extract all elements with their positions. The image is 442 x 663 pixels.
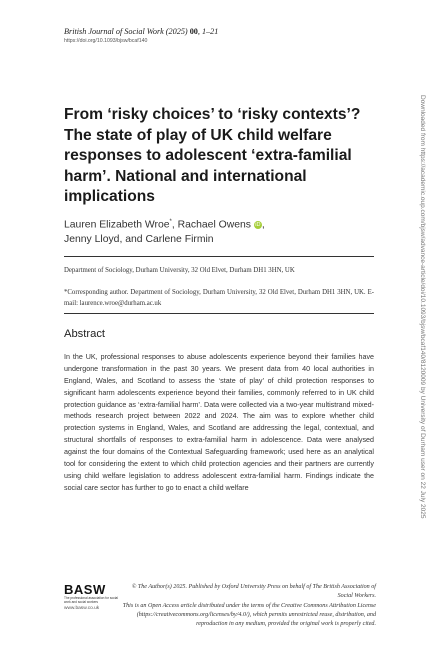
basw-url[interactable]: www.basw.co.uk	[64, 606, 100, 611]
journal-name: British Journal of Social Work (2025)	[64, 27, 188, 36]
copyright-line: © The Author(s) 2025. Published by Oxford University Press on behalf of The British Association of Social Workers.	[131, 584, 376, 600]
author-comma: ,	[261, 219, 265, 231]
copyright-notice	[120, 583, 376, 629]
basw-logo-word: BASW	[64, 582, 106, 597]
affiliation: Department of Sociology, Durham University, 32 Old Elvet, Durham DH1 3HN, UK	[64, 267, 295, 274]
doi-link[interactable]: https://doi.org/10.1093/bjsw/bcaf140	[64, 38, 148, 44]
author-list	[64, 215, 364, 247]
author-names-line1[interactable]: Lauren Elizabeth Wroe	[64, 219, 170, 231]
divider-middle	[64, 313, 374, 314]
author-names-line2[interactable]: Jenny Lloyd, and Carlene Firmin	[64, 234, 214, 246]
divider-top	[64, 256, 374, 257]
corresponding-author: *Corresponding author. Department of Sociology, Durham University, 32 Old Elvet, Durham DH1 3HN, UK. E-mail: laurence.wroe@durham.ac.uk	[64, 289, 374, 307]
journal-pages: , 1–21	[197, 27, 219, 36]
journal-header	[64, 27, 218, 37]
abstract-heading: Abstract	[64, 328, 106, 340]
basw-logo-subtitle: The professional association for social work and social workers	[64, 596, 119, 604]
basw-logo	[64, 583, 124, 611]
license-text[interactable]: This is an Open Access article distributed under the terms of the Creative Commons Attribution License (https://creativecommons.org/licenses/by/4.0/), which permits unrestricted reuse, distribution, and reproduction in any medium, provided the original work is properly cited.	[122, 602, 376, 628]
article-title: From ‘risky choices’ to ‘risky contexts’? The state of play of UK child welfare responses to adolescent ‘extra-familial harm’. National and international implications	[64, 106, 361, 206]
abstract-text: In the UK, professional responses to abuse adolescents experience beyond their families have undergone transformation in the past 30 years. We present data from 40 local authorities in England, Wales, and Scotland to assess the ‘state of play’ of child protection responses to significant harm adolescents experience beyond their families, commonly referred to in UK child protection guidance as ‘extra-familial harm’. Data were collected via a two-year multistrand mixed-methods research project between 2022 and 2024. The aim was to explore whether child protection systems in England, Wales, and Scotland are addressing the legal, contextual, and structural shortfalls of responses to extra-familial harm in adolescence. Data were analysed against the four domains of the Contextual Safeguarding framework; used here as an analytical tool for considering the extent to which child protection agencies and their partners are currently using child welfare legislation to address adolescent extra-familial harm. Findings indicate the social care sector has further to go to enact a child welfare	[64, 353, 374, 492]
orcid-icon[interactable]: iD	[255, 222, 261, 229]
download-watermark: Downloaded from https://academic.oup.com/bjsw/advance-article/doi/10.1093/bjsw/bcaf140/8120009 by University of Durham user on 22 July 2025	[419, 95, 426, 519]
journal-volume: 00	[189, 27, 198, 36]
author-names-line1b[interactable]: , Rachael Owens	[171, 219, 251, 231]
corresponding-marker: *	[169, 219, 172, 225]
